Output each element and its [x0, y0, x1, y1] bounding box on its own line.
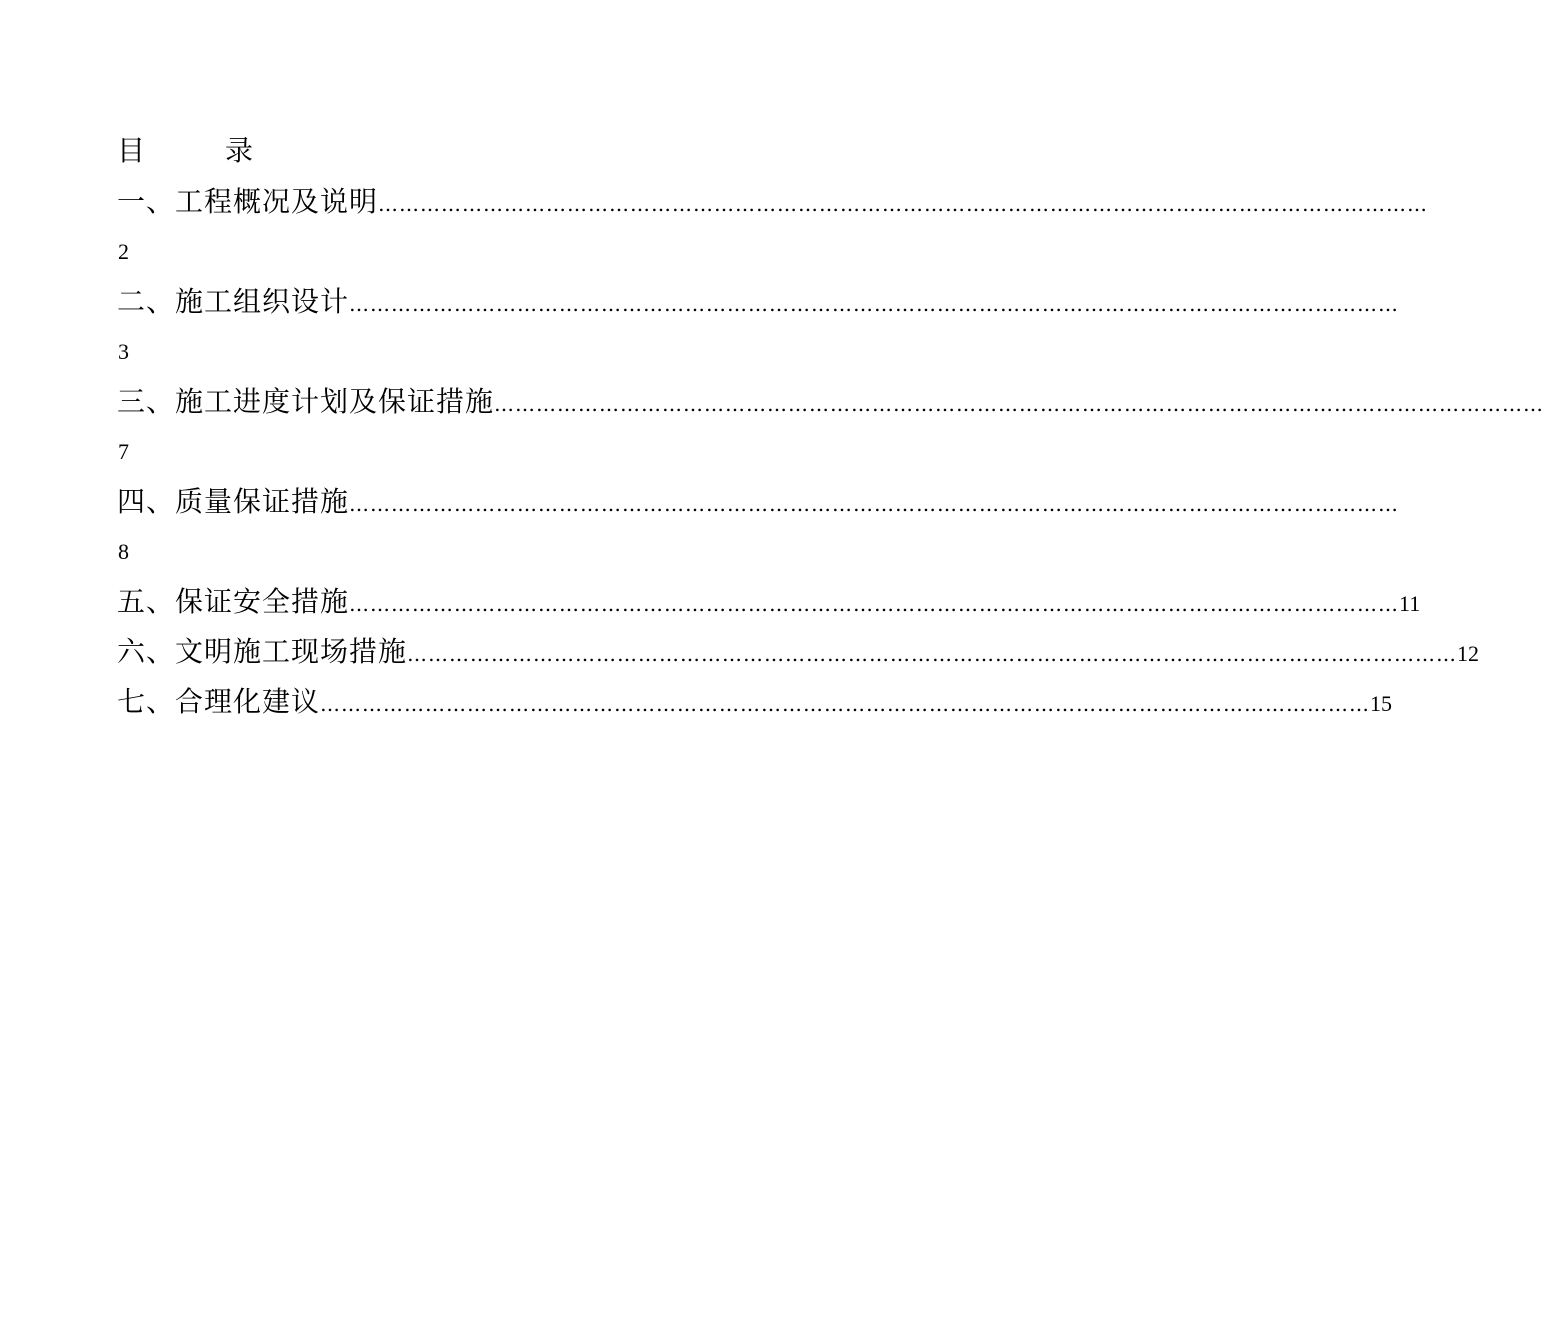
toc-page-number: 8: [118, 539, 129, 564]
toc-entry[interactable]: [117, 380, 1544, 480]
toc-entry-label: 五、保证安全措施: [117, 585, 350, 618]
toc-entry-label: 七、合理化建议: [117, 685, 321, 718]
toc-entry-line: [117, 480, 1400, 530]
toc-dot-leader: ……………………………………………………………………………………………………………………………………: [349, 592, 1400, 616]
toc-entry-line: [117, 180, 1429, 230]
toc-dot-leader: ……………………………………………………………………………………………………………………………………: [378, 192, 1429, 216]
toc-entry[interactable]: [117, 180, 1429, 280]
toc-dot-leader: ……………………………………………………………………………………………………………………………………: [320, 692, 1371, 716]
toc-dot-leader: ……………………………………………………………………………………………………………………………………: [349, 492, 1400, 516]
toc-page-number: 2: [118, 239, 129, 264]
toc-entry-label: 三、施工进度计划及保证措施: [117, 385, 495, 418]
toc-page-number: 3: [118, 339, 129, 364]
toc-page-number: 11: [1399, 591, 1421, 616]
toc-entry[interactable]: [117, 280, 1400, 380]
toc-dot-leader: ……………………………………………………………………………………………………………………………………: [407, 642, 1458, 666]
toc-page-number: 12: [1457, 641, 1480, 666]
toc-title: 目 录: [117, 134, 280, 167]
toc-entry[interactable]: [117, 580, 1421, 630]
toc-page-number: 7: [118, 439, 129, 464]
toc-dot-leader: ……………………………………………………………………………………………………………………………………: [349, 292, 1400, 316]
toc-entry-line: [117, 580, 1421, 630]
toc-entry-label: 六、文明施工现场措施: [117, 635, 408, 668]
toc-list: [117, 180, 1544, 730]
toc-entry-label: 二、施工组织设计: [117, 285, 350, 318]
toc-page-number: 15: [1370, 691, 1393, 716]
toc-entry[interactable]: [117, 630, 1480, 680]
toc-entry-line: [117, 630, 1480, 680]
toc-entry-line: [117, 280, 1400, 330]
toc-entry-line: [117, 680, 1393, 730]
toc-entry[interactable]: [117, 480, 1400, 580]
toc-entry-label: 一、工程概况及说明: [117, 185, 379, 218]
toc-entry-line: [117, 380, 1544, 430]
toc-dot-leader: ……………………………………………………………………………………………………………………………………: [494, 392, 1544, 416]
toc-entry[interactable]: [117, 680, 1393, 730]
toc-entry-label: 四、质量保证措施: [117, 485, 350, 518]
